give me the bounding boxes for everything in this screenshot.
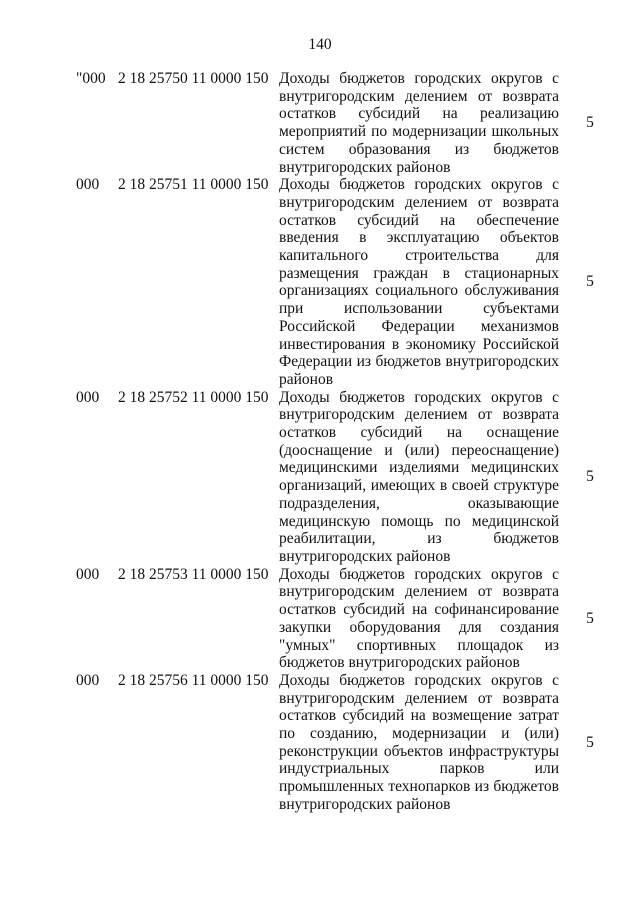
table-row [0,566,640,672]
table-row [0,176,640,388]
revenue-description: Доходы бюджетов городских округов с внутригородским делением от возврата остатков субсидий на возмещение затрат по созданию, модернизации и (или) реконструкции объектов инфраструктуры индустриальных парков или промышленных технопарков из бюджетов внутригородских районов [279,671,559,813]
admin-code: "000 [76,70,106,87]
revenue-description: Доходы бюджетов городских округов с внутригородским делением от возврата остатков субсидий на обеспечение введения в эксплуатацию объектов капитального строительства для размещения граждан в стационарных организациях социального обслуживания при использовании субъектами Российской Федерации механизмов инвестирования в экономику Российской Федерации из бюджетов внутригородских районов [279,176,559,388]
revenue-description: Доходы бюджетов городских округов с внутригородским делением от возврата остатков субсидий на реализацию мероприятий по модернизации школьных систем образования из бюджетов внутригородских районов [279,70,559,176]
admin-code: 000 [76,176,100,194]
kbk-code: 2 18 25756 11 0000 150 [118,671,269,689]
kbk-code: 2 18 25753 11 0000 150 [118,565,269,583]
kbk-code: 2 18 25752 11 0000 150 [118,388,269,406]
admin-code: 000 [76,388,100,406]
norm-value: 5 [586,733,594,751]
kbk-code: 2 18 25750 11 0000 150 [118,70,269,87]
revenue-description: Доходы бюджетов городских округов с внутригородским делением от возврата остатков субсидий на софинансирование закупки оборудования для создания "умных" спортивных площадок из бюджетов внутригородских районов [279,565,559,672]
revenue-codes-table [0,70,640,814]
admin-code: 000 [76,671,100,689]
norm-value: 5 [586,468,594,486]
norm-value: 5 [586,609,594,627]
table-row [0,389,640,566]
page-number: 140 [308,36,332,53]
kbk-code: 2 18 25751 11 0000 150 [118,176,269,194]
admin-code: 000 [76,565,100,583]
norm-value: 5 [586,273,594,291]
norm-value: 5 [586,114,594,132]
table-row [0,672,640,814]
revenue-description: Доходы бюджетов городских округов с внутригородским делением от возврата остатков субсидий на оснащение (дооснащение и (или) переоснащение) медицинскими изделиями медицинских организаций, имеющих в своей структуре подразделения, оказывающие медицинскую помощь по медицинской реабилитации, из бюджетов внутригородских районов [279,388,559,565]
table-row [0,70,640,176]
